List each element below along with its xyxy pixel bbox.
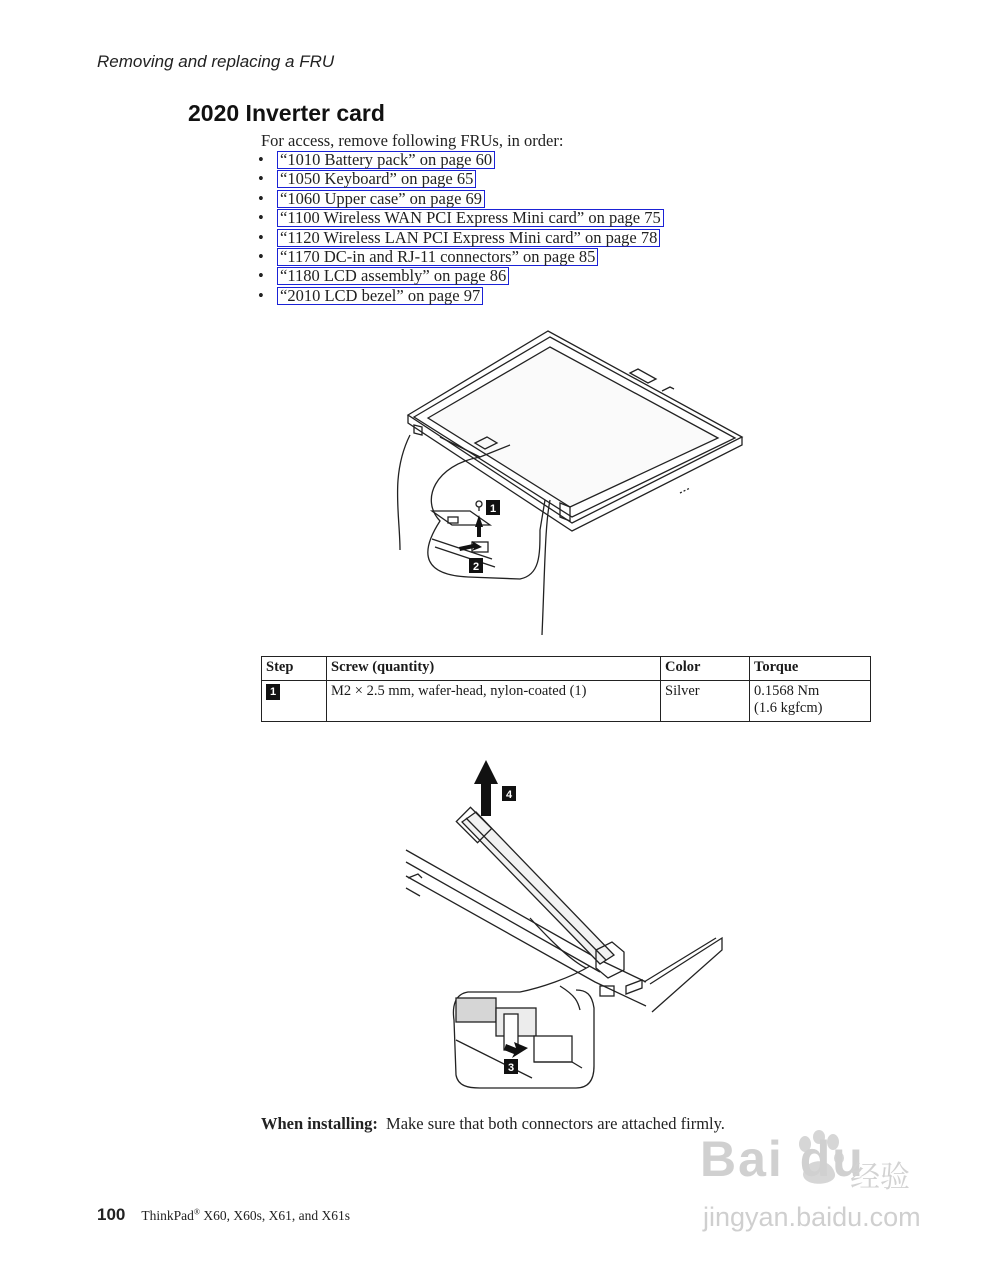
step-badge: 1 [266, 684, 280, 700]
column-header-color: Color [661, 657, 750, 681]
section-title: 2020 Inverter card [188, 100, 385, 126]
bullet: • [258, 227, 264, 247]
list-item [258, 169, 664, 188]
product-name: ThinkPad [141, 1208, 194, 1223]
callout-1-label: 1 [489, 503, 497, 515]
lcd-screw-removal-illustration [380, 325, 750, 640]
watermark-suffix: 经验 [850, 1160, 910, 1195]
callout-3-label: 3 [507, 1062, 515, 1074]
table-row [262, 681, 871, 722]
callout-4-label: 4 [505, 789, 513, 801]
fru-link-keyboard[interactable]: “1050 Keyboard” on page 65 [277, 170, 476, 188]
page-footer [97, 1205, 350, 1225]
fru-link-lcd-assembly[interactable]: “1180 LCD assembly” on page 86 [277, 267, 509, 285]
bullet: • [258, 247, 264, 267]
fru-link-wireless-lan[interactable]: “1120 Wireless LAN PCI Express Mini card” on page 78 [277, 229, 660, 247]
bullet: • [258, 285, 264, 305]
bullet: • [258, 266, 264, 286]
column-header-screw: Screw (quantity) [327, 657, 661, 681]
installing-note-label: When installing: [261, 1114, 378, 1133]
inverter-card-removal-illustration [400, 750, 730, 1095]
table-header-row [262, 657, 871, 681]
list-item [258, 228, 664, 247]
fru-link-battery-pack[interactable]: “1010 Battery pack” on page 60 [277, 151, 495, 169]
baidu-watermark [700, 1130, 940, 1245]
watermark-brand: Bai du [700, 1131, 865, 1187]
access-intro: For access, remove following FRUs, in order: [261, 131, 564, 150]
list-item [258, 247, 664, 266]
fru-link-lcd-bezel[interactable]: “2010 LCD bezel” on page 97 [277, 287, 483, 305]
column-header-torque: Torque [750, 657, 871, 681]
bullet: • [258, 150, 264, 169]
torque-value: 0.1568 Nm [754, 683, 820, 699]
column-header-step: Step [262, 657, 327, 681]
list-item [258, 286, 664, 305]
bullet: • [258, 208, 264, 228]
running-header: Removing and replacing a FRU [97, 52, 335, 71]
installing-note-text: Make sure that both connectors are attached firmly. [386, 1114, 725, 1133]
bullet: • [258, 169, 264, 189]
screw-cell: M2 × 2.5 mm, wafer-head, nylon-coated (1) [327, 681, 661, 722]
fru-prerequisite-list [258, 150, 664, 305]
list-item [258, 150, 664, 169]
torque-cell [750, 681, 871, 722]
callout-2-label: 2 [472, 561, 480, 573]
list-item [258, 266, 664, 285]
fru-link-wireless-wan[interactable]: “1100 Wireless WAN PCI Express Mini card” on page 75 [277, 209, 664, 227]
screw-spec-table [261, 656, 871, 722]
list-item [258, 189, 664, 208]
bullet: • [258, 188, 264, 208]
step-cell [262, 681, 327, 722]
torque-value-alt: (1.6 kgfcm) [754, 700, 823, 716]
installing-note [261, 1114, 725, 1134]
page-number: 100 [97, 1205, 126, 1224]
list-item [258, 208, 664, 227]
registered-mark: ® [193, 1207, 200, 1217]
color-cell: Silver [661, 681, 750, 722]
watermark-url: jingyan.baidu.com [703, 1202, 921, 1232]
product-models: X60, X60s, X61, and X61s [199, 1208, 350, 1223]
fru-link-dc-in-rj11[interactable]: “1170 DC-in and RJ-11 connectors” on page 85 [277, 248, 598, 266]
fru-link-upper-case[interactable]: “1060 Upper case” on page 69 [277, 190, 485, 208]
